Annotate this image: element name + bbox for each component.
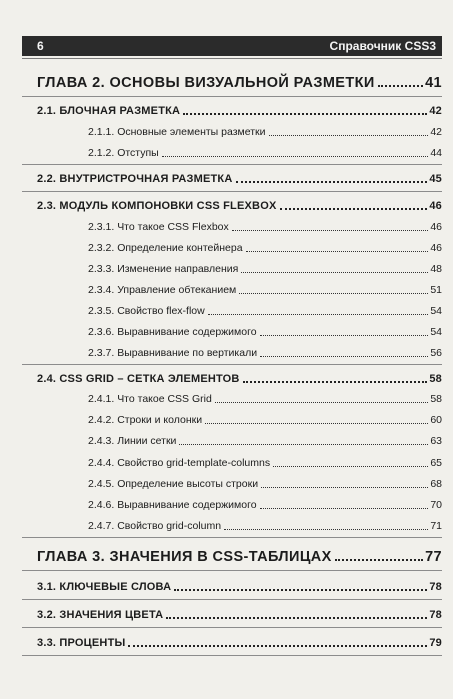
toc-subsection[interactable]: 2.3.4. Управление обтеканием 51 (88, 284, 442, 296)
divider (22, 627, 442, 628)
toc-section-3-3[interactable]: 3.3. ПРОЦЕНТЫ 79 (37, 637, 442, 649)
toc-section-3-2[interactable]: 3.2. ЗНАЧЕНИЯ ЦВЕТА 78 (37, 609, 442, 621)
toc-section-3-1[interactable]: 3.1. КЛЮЧЕВЫЕ СЛОВА 78 (37, 581, 442, 593)
book-title: Справочник CSS3 (329, 39, 436, 53)
toc-section-2-2[interactable]: 2.2. ВНУТРИСТРОЧНАЯ РАЗМЕТКА 45 (37, 173, 442, 185)
toc-subsection[interactable]: 2.1.1. Основные элементы разметки 42 (88, 126, 442, 138)
toc-subsection[interactable]: 2.1.2. Отступы 44 (88, 147, 442, 159)
toc-subsection[interactable]: 2.3.6. Выравнивание содержимого 54 (88, 326, 442, 338)
leader-dots (183, 113, 427, 115)
toc-section-2-1[interactable]: 2.1. БЛОЧНАЯ РАЗМЕТКА 42 (37, 105, 442, 117)
toc-subsection[interactable]: 2.4.6. Выравнивание содержимого 70 (88, 499, 442, 511)
leader-dots (243, 381, 428, 383)
leader-dots (166, 617, 427, 619)
toc-section-2-4[interactable]: 2.4. CSS GRID – СЕТКА ЭЛЕМЕНТОВ 58 (37, 373, 442, 385)
toc-subsection[interactable]: 2.4.3. Линии сетки 63 (88, 435, 442, 447)
header-rule (22, 58, 442, 59)
toc-subsection[interactable]: 2.3.3. Изменение направления 48 (88, 263, 442, 275)
toc-subsection[interactable]: 2.3.2. Определение контейнера 46 (88, 242, 442, 254)
divider (22, 537, 442, 538)
toc-subsection[interactable]: 2.4.5. Определение высоты строки 68 (88, 478, 442, 490)
leader-dots (236, 181, 428, 183)
toc-subsection[interactable]: 2.4.7. Свойство grid-column 71 (88, 520, 442, 532)
toc-subsection[interactable]: 2.4.2. Строки и колонки 60 (88, 414, 442, 426)
leader-dots (174, 589, 427, 591)
leader-dots (128, 645, 427, 647)
divider (22, 599, 442, 600)
toc-subsection[interactable]: 2.4.1. Что такое CSS Grid 58 (88, 393, 442, 405)
toc-subsection[interactable]: 2.4.4. Свойство grid-template-columns 65 (88, 457, 442, 469)
divider (22, 164, 442, 165)
toc-section-2-3[interactable]: 2.3. МОДУЛЬ КОМПОНОВКИ CSS FLEXBOX 46 (37, 200, 442, 212)
toc-chapter-3[interactable]: ГЛАВА 3. ЗНАЧЕНИЯ В CSS-ТАБЛИЦАХ 77 (37, 549, 442, 565)
divider (22, 570, 442, 571)
leader-dots (280, 208, 428, 210)
toc-subsection[interactable]: 2.3.7. Выравнивание по вертикали 56 (88, 347, 442, 359)
running-header (22, 36, 442, 56)
divider (22, 191, 442, 192)
toc-subsection[interactable]: 2.3.1. Что такое CSS Flexbox 46 (88, 221, 442, 233)
divider (22, 655, 442, 656)
divider (22, 364, 442, 365)
leader-dots (378, 85, 423, 87)
toc-subsection[interactable]: 2.3.5. Свойство flex-flow 54 (88, 305, 442, 317)
divider (22, 96, 442, 97)
toc-chapter-2[interactable]: ГЛАВА 2. ОСНОВЫ ВИЗУАЛЬНОЙ РАЗМЕТКИ 41 (37, 75, 442, 91)
leader-dots (335, 559, 423, 561)
page-number: 6 (37, 39, 44, 53)
